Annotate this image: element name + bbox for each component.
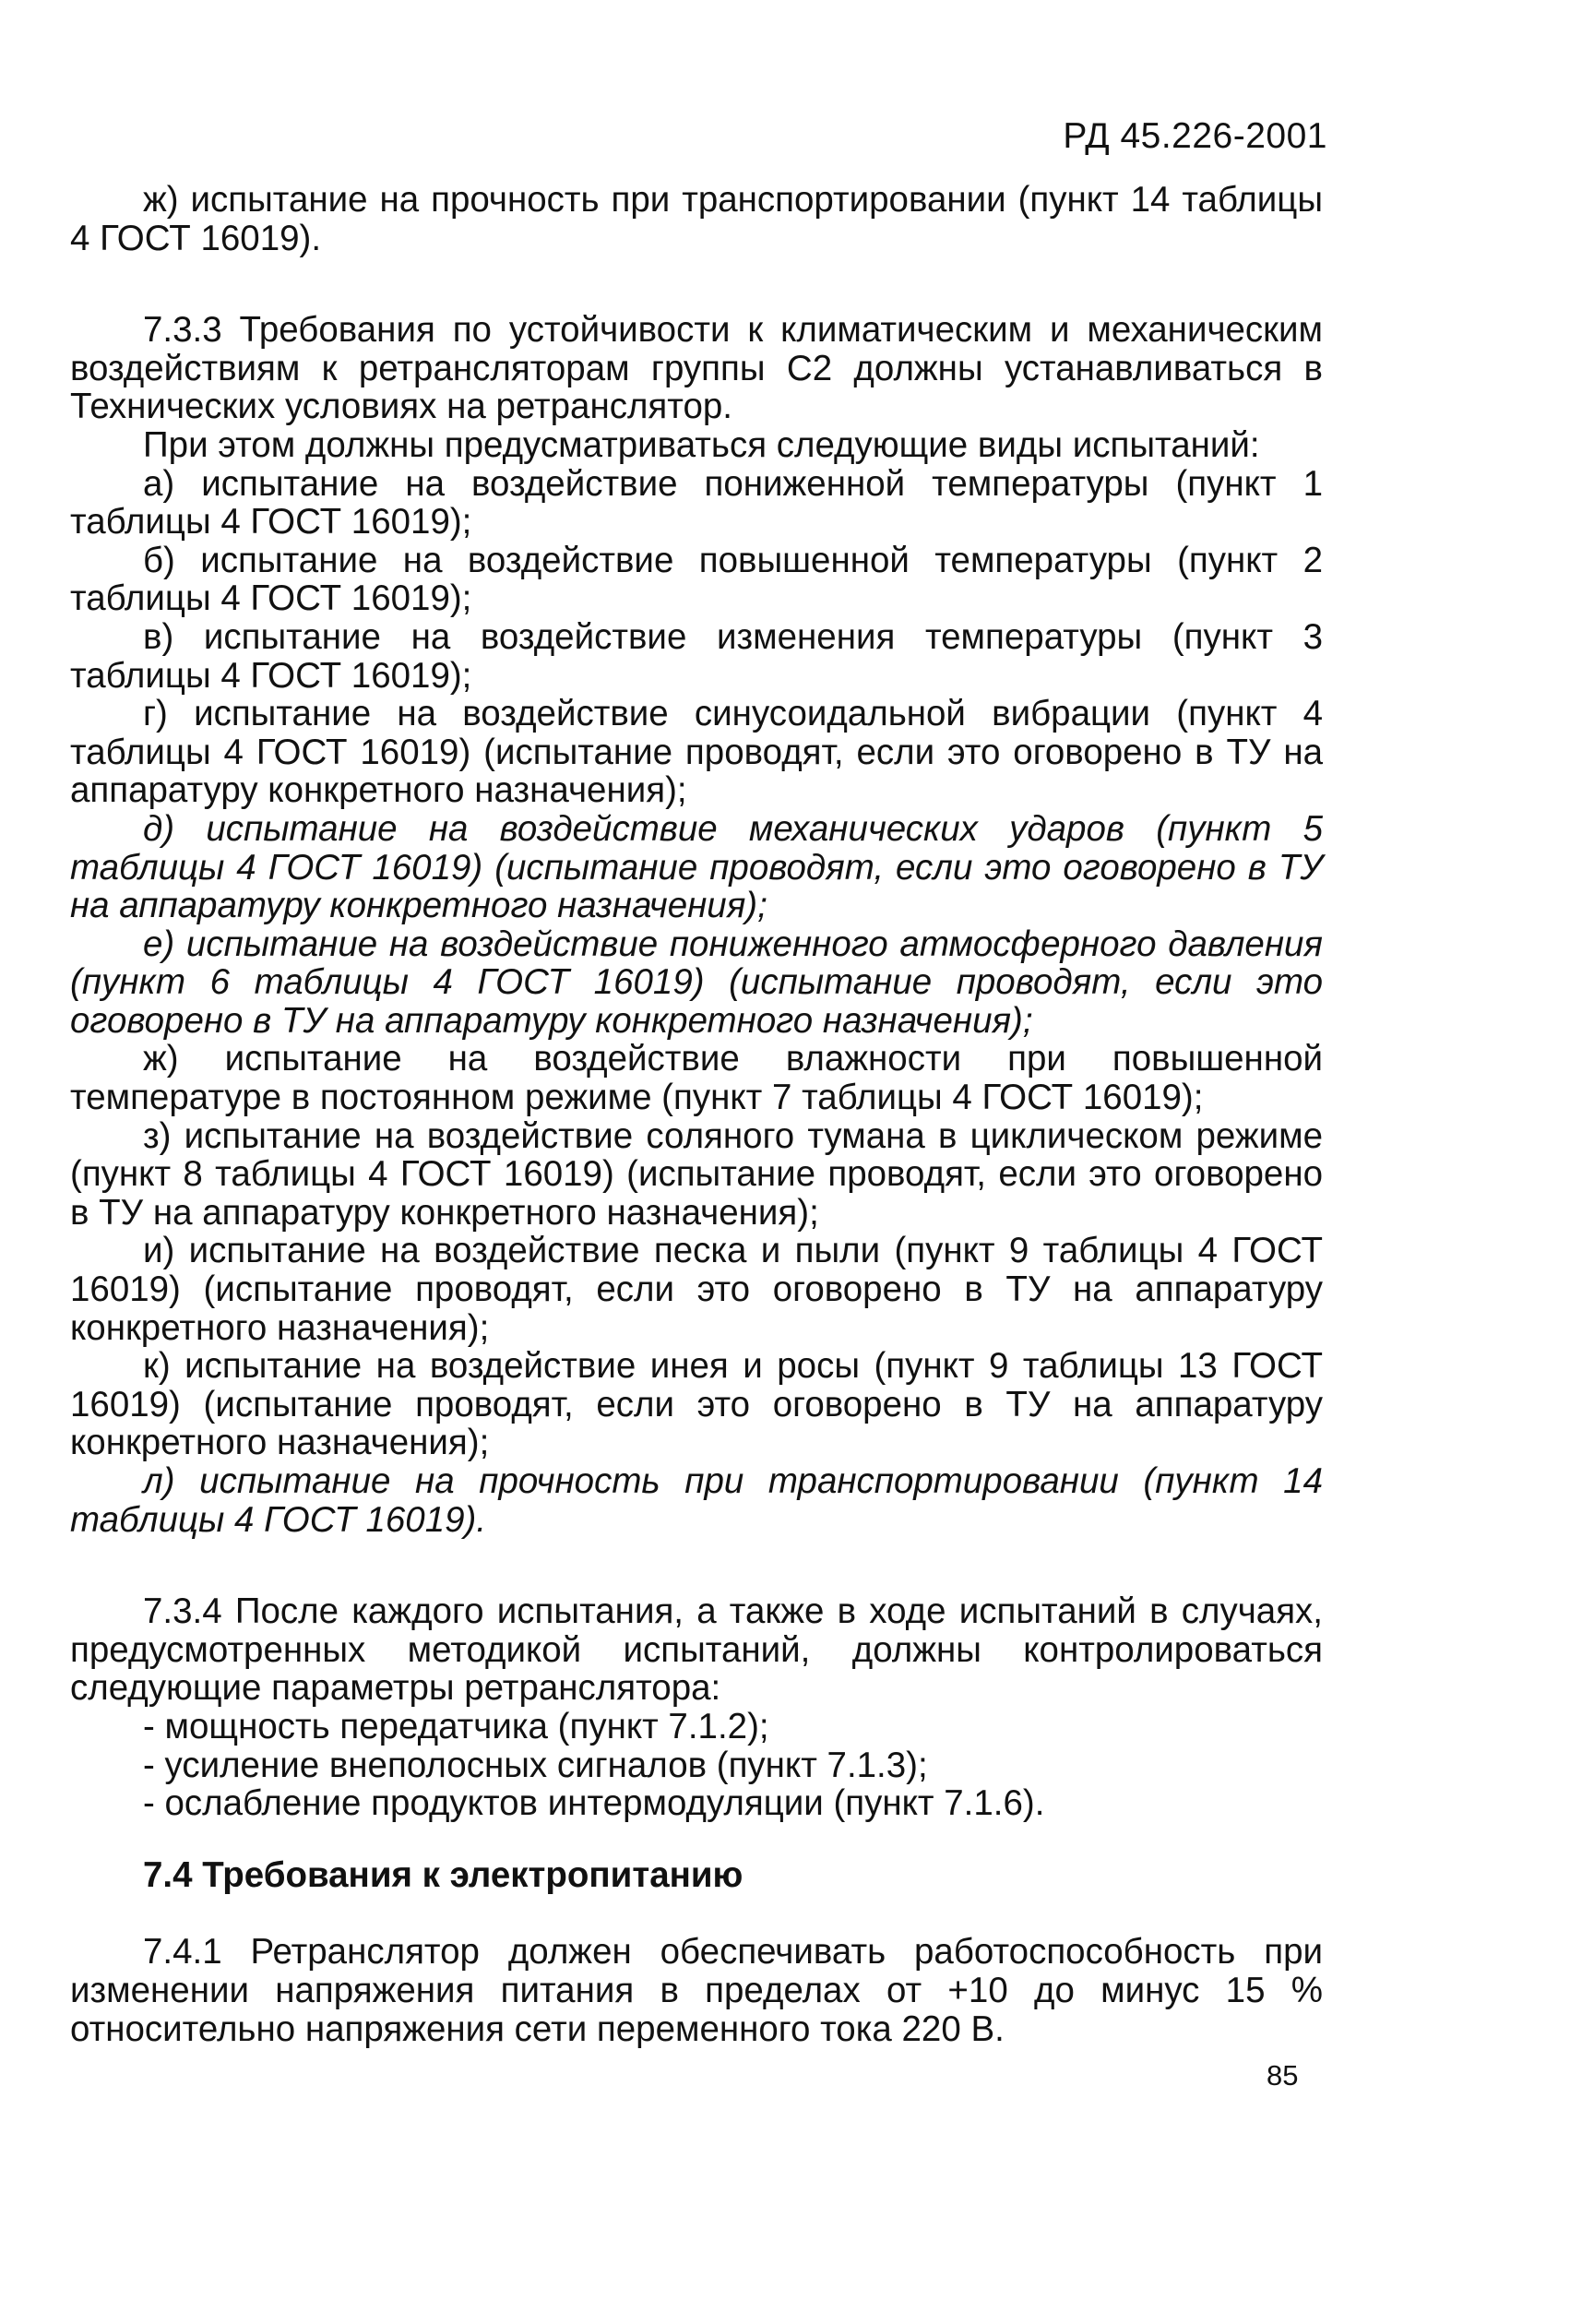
- list-item-z: з) испытание на воздействие соляного тумана в циклическом режиме (пункт 8 таблицы 4 ГОСТ 16019) (испытание проводят, если это оговорено в ТУ на аппаратуру конкретного назначения);: [70, 1115, 1323, 1233]
- list-item-b: б) испытание на воздействие повышенной температуры (пункт 2 таблицы 4 ГОСТ 16019);: [70, 540, 1323, 619]
- list-item-d: д) испытание на воздействие механических ударов (пункт 5 таблицы 4 ГОСТ 16019) (испытание проводят, если это оговорено в ТУ на аппаратуру конкретного назначения);: [70, 808, 1323, 926]
- list-item-g: г) испытание на воздействие синусоидальной вибрации (пункт 4 таблицы 4 ГОСТ 16019) (испытание проводят, если это оговорено в ТУ на аппаратуру конкретного назначения);: [70, 694, 1323, 811]
- dash-item-out-of-band-gain: - усиление внеполосных сигналов (пункт 7.1.3);: [143, 1745, 928, 1785]
- paragraph-7-3-3: 7.3.3 Требования по устойчивости к климатическим и механическим воздействиям к ретрансляторам группы С2 должны устанавливаться в Технических условиях на ретранслятор.: [70, 310, 1323, 427]
- list-item-k: к) испытание на воздействие инея и росы (пункт 9 таблицы 13 ГОСТ 16019) (испытание проводят, если это оговорено в ТУ на аппаратуру конкретного назначения);: [70, 1346, 1323, 1463]
- list-item-a: а) испытание на воздействие пониженной температуры (пункт 1 таблицы 4 ГОСТ 16019);: [70, 463, 1323, 542]
- dash-item-intermodulation: - ослабление продуктов интермодуляции (пункт 7.1.6).: [143, 1783, 1045, 1824]
- body-text: [70, 181, 1323, 2048]
- list-item-zh: ж) испытание на воздействие влажности при повышенной температуре в постоянном режиме (пункт 7 таблицы 4 ГОСТ 16019);: [70, 1039, 1323, 1118]
- paragraph-7-4-1: 7.4.1 Ретранслятор должен обеспечивать работоспособность при изменении напряжения питания в пределах от +10 до минус 15 % относительно напряжения сети переменного тока 220 В.: [70, 1932, 1323, 2049]
- list-item-i: и) испытание на воздействие песка и пыли (пункт 9 таблицы 4 ГОСТ 16019) (испытание проводят, если это оговорено в ТУ на аппаратуру конкретного назначения);: [70, 1231, 1323, 1348]
- page-number: 85: [1267, 2059, 1299, 2092]
- dash-item-transmitter-power: - мощность передатчика (пункт 7.1.2);: [143, 1706, 769, 1746]
- document-code: РД 45.226-2001: [1063, 116, 1327, 156]
- paragraph-7-3-4: 7.3.4 После каждого испытания, а также в ходе испытаний в случаях, предусмотренных методикой испытаний, должны контролироваться следующие параметры ретранслятора:: [70, 1591, 1323, 1709]
- paragraph-tests-intro: При этом должны предусматриваться следующие виды испытаний:: [143, 424, 1260, 465]
- list-item-e: е) испытание на воздействие пониженного атмосферного давления (пункт 6 таблицы 4 ГОСТ 16019) (испытание проводят, если это оговорено в ТУ на аппаратуру конкретного назначения);: [70, 924, 1323, 1041]
- section-heading-7-4: 7.4 Требования к электропитанию: [143, 1854, 743, 1895]
- list-item-l: л) испытание на прочность при транспортировании (пункт 14 таблицы 4 ГОСТ 16019).: [70, 1461, 1323, 1540]
- list-item-v: в) испытание на воздействие изменения температуры (пункт 3 таблицы 4 ГОСТ 16019);: [70, 616, 1323, 696]
- paragraph-item-zh-top: ж) испытание на прочность при транспортировании (пункт 14 таблицы 4 ГОСТ 16019).: [70, 180, 1323, 258]
